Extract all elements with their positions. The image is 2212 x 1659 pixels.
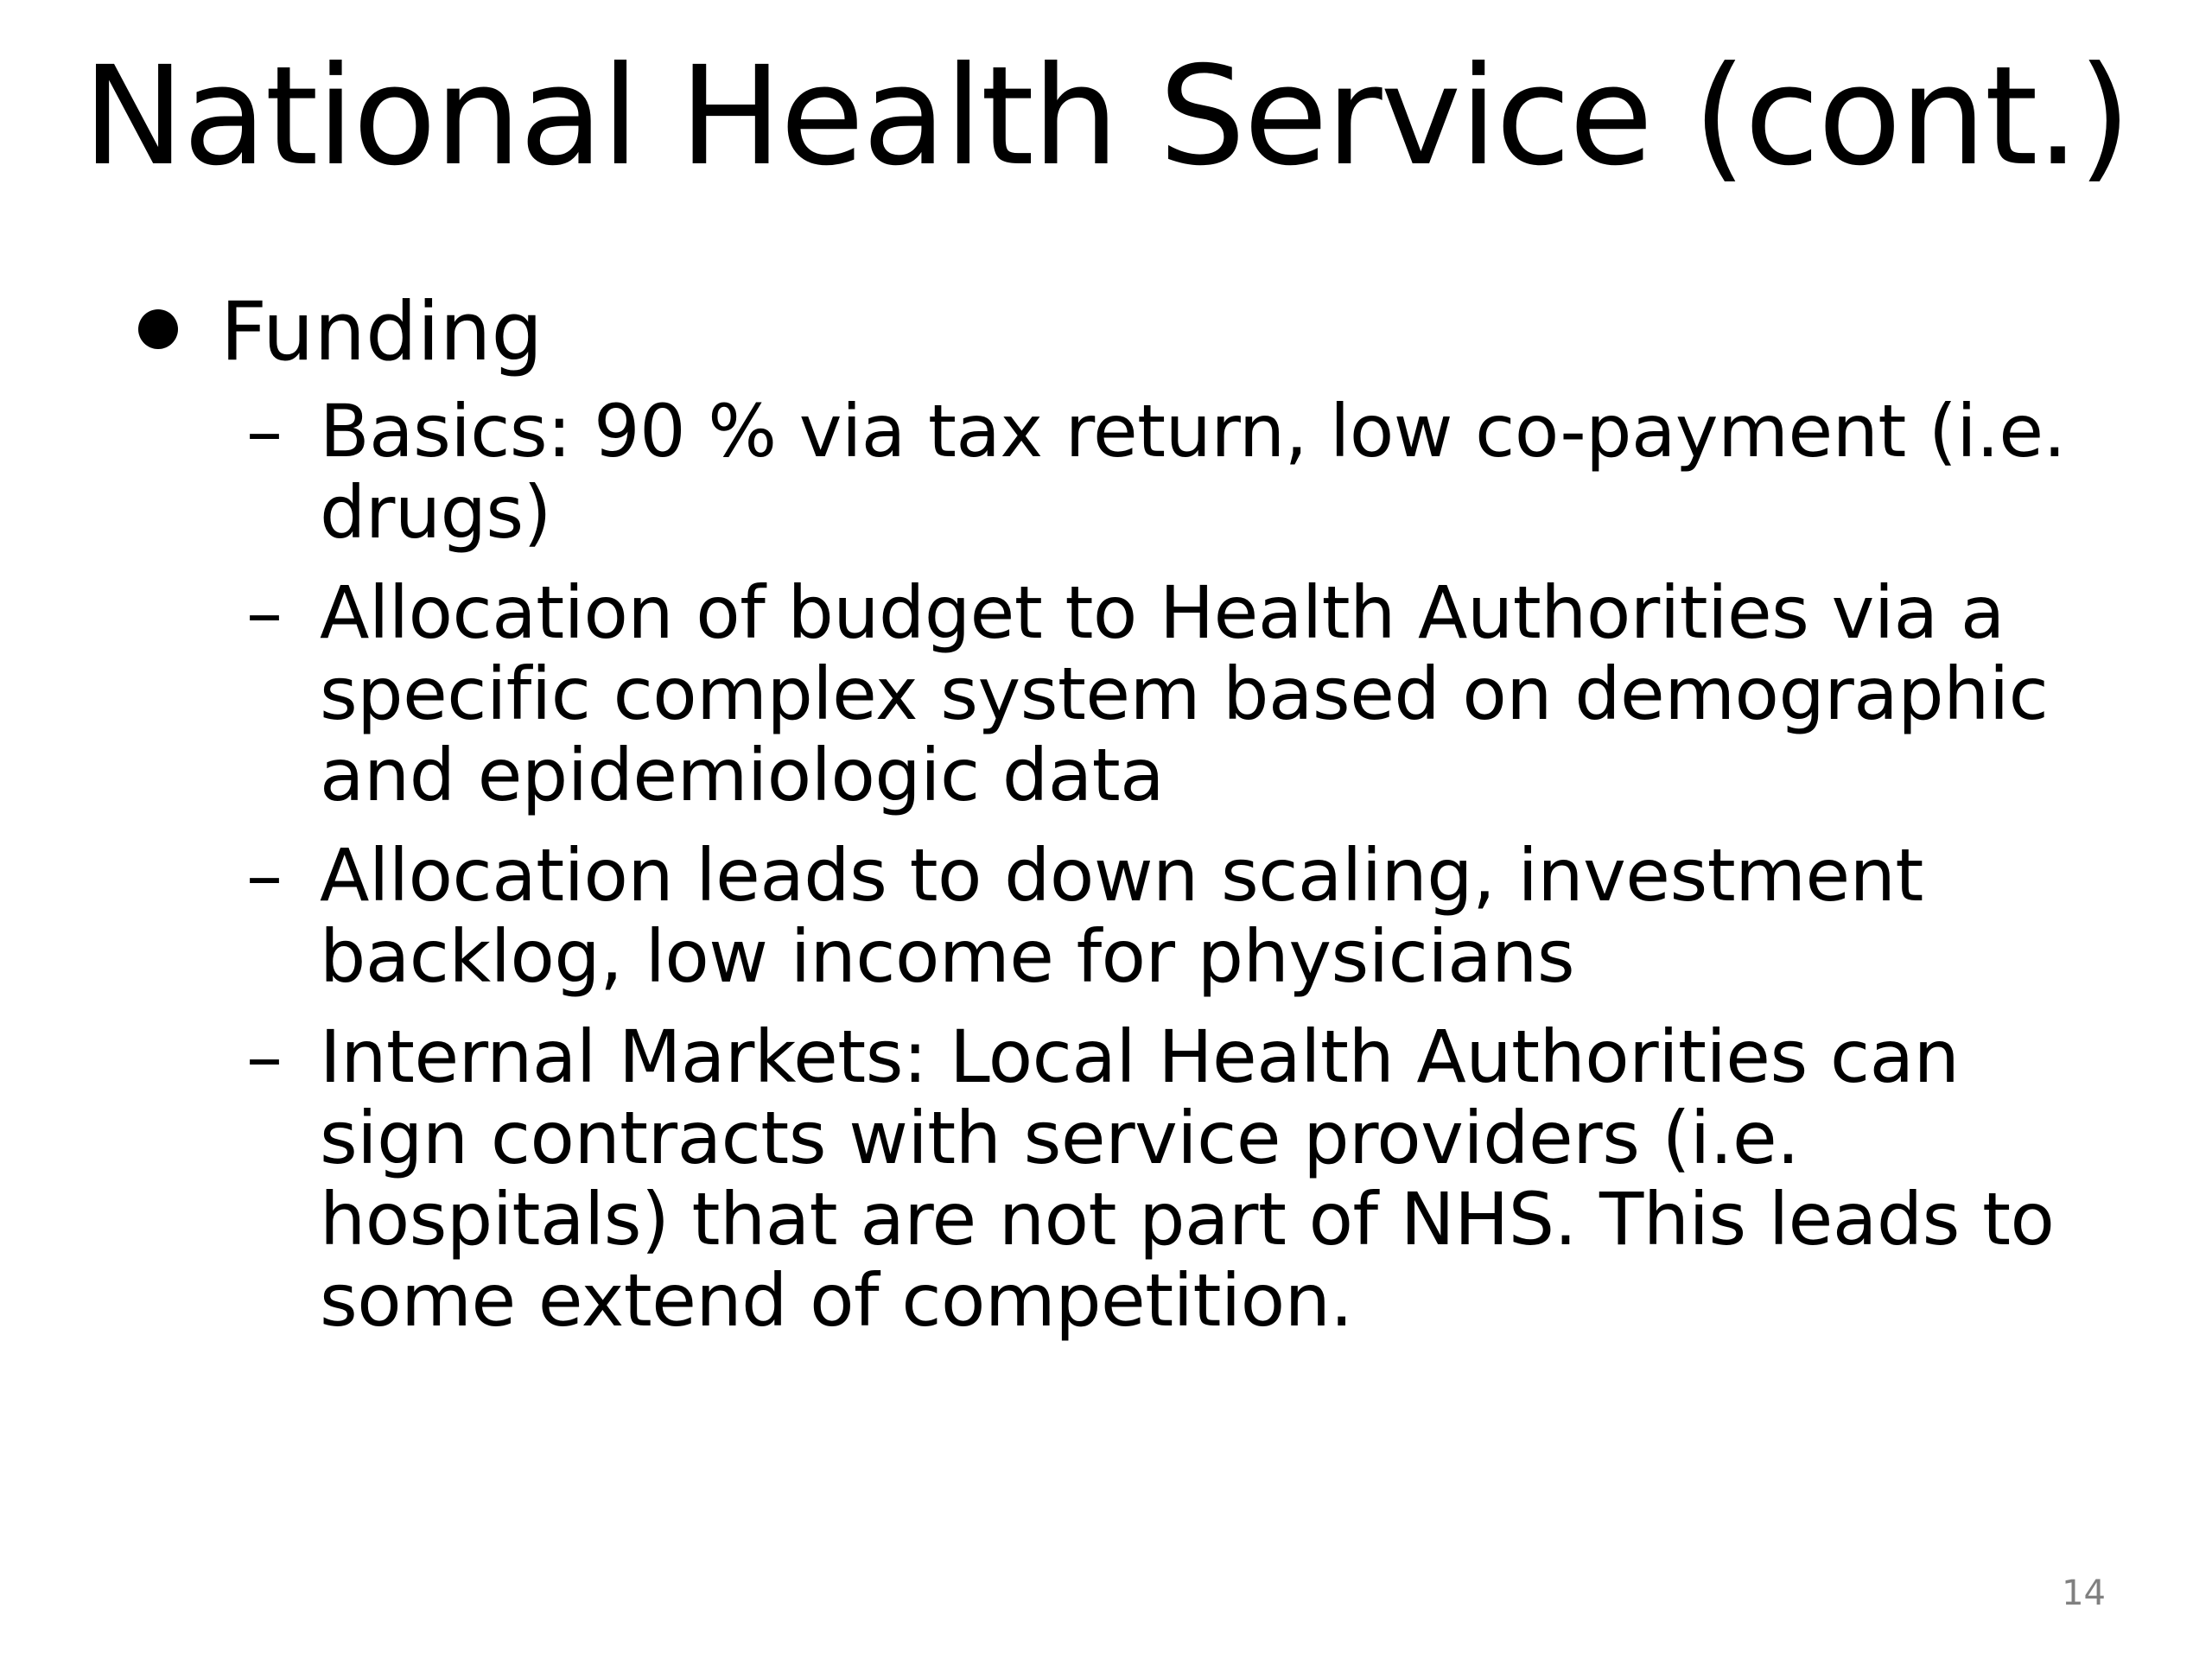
subitem-basics — [246, 391, 2117, 553]
dash-icon: – — [246, 570, 283, 655]
page-number: 14 — [2062, 1573, 2106, 1613]
dash-icon: – — [246, 1014, 283, 1099]
slide-title: National Health Service (cont.) — [82, 37, 2130, 196]
dash-icon: – — [246, 833, 283, 918]
subitem-text: Allocation leads to down scaling, investment backlog, low income for physicians — [320, 833, 1923, 999]
funding-subitems — [246, 391, 2117, 1341]
slide-content — [138, 285, 2117, 1360]
dash-icon: – — [246, 389, 283, 474]
subitem-allocation-effects — [246, 835, 2117, 997]
subitem-text: Internal Markets: Local Health Authorities can sign contracts with service providers (i.e. hospitals) that are not part of NHS. This leads to some extend of competition. — [320, 1014, 2055, 1343]
subitem-allocation-budget — [246, 572, 2117, 816]
bullet-funding — [138, 285, 2117, 380]
subitem-text: Basics: 90 % via tax return, low co-payment (i.e. drugs) — [320, 389, 2066, 555]
bullet-label: Funding — [220, 285, 543, 379]
subitem-text: Allocation of budget to Health Authorities via a specific complex system based on demographic and epidemiologic data — [320, 570, 2049, 817]
bullet-dot-icon — [138, 309, 178, 349]
subitem-internal-markets — [246, 1016, 2117, 1341]
